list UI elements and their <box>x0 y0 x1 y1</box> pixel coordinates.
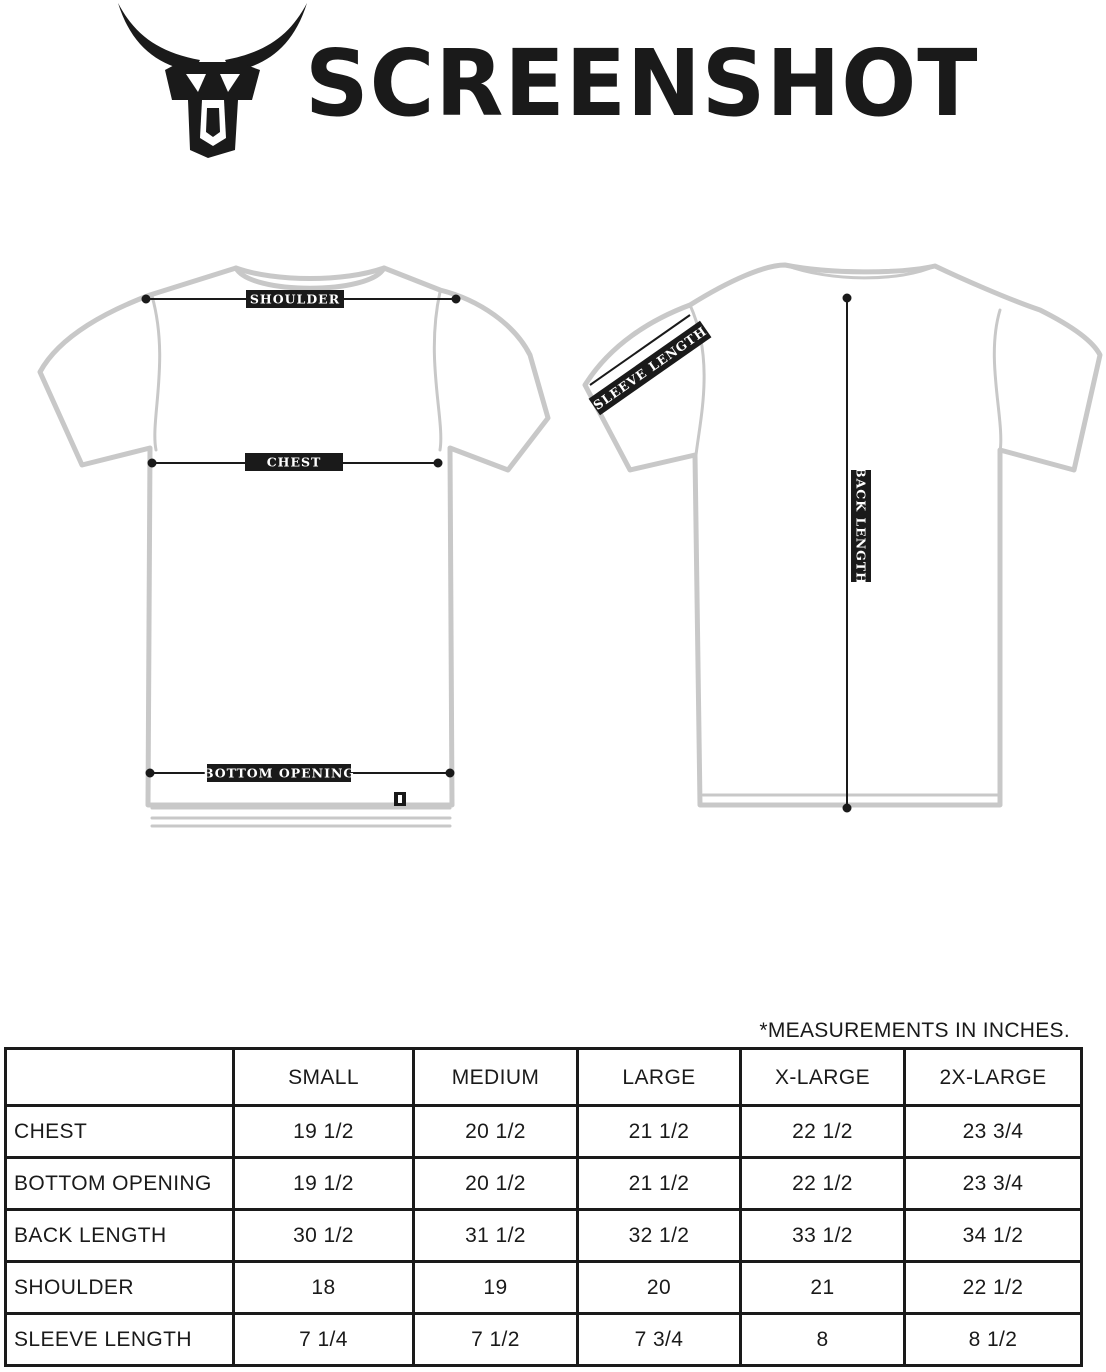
table-cell: 19 1/2 <box>234 1106 414 1158</box>
back-shirt-outline <box>585 265 1100 805</box>
table-cell: 20 <box>578 1262 741 1314</box>
svg-text:SLEEVE LENGTH: SLEEVE LENGTH <box>590 323 710 413</box>
row-label: CHEST <box>6 1106 234 1158</box>
table-cell: 32 1/2 <box>578 1210 741 1262</box>
table-cell: 30 1/2 <box>234 1210 414 1262</box>
table-cell: 23 3/4 <box>905 1158 1082 1210</box>
svg-text:BACK LENGTH: BACK LENGTH <box>853 467 869 585</box>
svg-text:CHEST: CHEST <box>266 454 322 470</box>
svg-text:SHOULDER: SHOULDER <box>249 291 341 307</box>
table-cell: 31 1/2 <box>414 1210 578 1262</box>
size-header-large: LARGE <box>578 1049 741 1106</box>
shoulder-label <box>246 290 344 308</box>
size-header-x-large: X-LARGE <box>741 1049 905 1106</box>
brand-wordmark: SCREENSHOT <box>305 30 979 137</box>
row-label: BOTTOM OPENING <box>6 1158 234 1210</box>
table-row-sleeve-length <box>6 1314 1082 1366</box>
size-header-small: SMALL <box>234 1049 414 1106</box>
row-label: SHOULDER <box>6 1262 234 1314</box>
row-label: SLEEVE LENGTH <box>6 1314 234 1366</box>
table-cell: 7 1/2 <box>414 1314 578 1366</box>
garment-tag-icon <box>394 792 406 806</box>
table-cell: 20 1/2 <box>414 1158 578 1210</box>
table-cell: 20 1/2 <box>414 1106 578 1158</box>
brand-logo <box>110 0 979 165</box>
size-chart-table <box>4 1047 1083 1367</box>
table-cell: 19 1/2 <box>234 1158 414 1210</box>
table-cell: 18 <box>234 1262 414 1314</box>
table-cell: 8 <box>741 1314 905 1366</box>
table-row-bottom-opening <box>6 1158 1082 1210</box>
table-cell: 7 3/4 <box>578 1314 741 1366</box>
bottom-opening-label <box>203 764 355 782</box>
size-header-medium: MEDIUM <box>414 1049 578 1106</box>
table-cell: 23 3/4 <box>905 1106 1082 1158</box>
bull-head-icon <box>110 0 310 165</box>
front-shirt-outline <box>40 268 548 805</box>
table-cell: 7 1/4 <box>234 1314 414 1366</box>
sleeve-length-label <box>589 321 712 415</box>
table-cell: 22 1/2 <box>905 1262 1082 1314</box>
table-cell: 19 <box>414 1262 578 1314</box>
table-row-chest <box>6 1106 1082 1158</box>
table-cell: 22 1/2 <box>741 1158 905 1210</box>
row-label: BACK LENGTH <box>6 1210 234 1262</box>
size-header-row <box>6 1049 1082 1106</box>
chest-label <box>245 453 343 471</box>
corner-cell <box>6 1049 234 1106</box>
table-cell: 21 1/2 <box>578 1106 741 1158</box>
size-header-2x-large: 2X-LARGE <box>905 1049 1082 1106</box>
table-cell: 21 <box>741 1262 905 1314</box>
table-cell: 33 1/2 <box>741 1210 905 1262</box>
table-cell: 34 1/2 <box>905 1210 1082 1262</box>
back-length-label <box>851 467 871 585</box>
table-cell: 22 1/2 <box>741 1106 905 1158</box>
table-cell: 21 1/2 <box>578 1158 741 1210</box>
table-row-shoulder <box>6 1262 1082 1314</box>
measurement-units-note: *MEASUREMENTS IN INCHES. <box>759 1019 1070 1042</box>
svg-text:BOTTOM OPENING: BOTTOM OPENING <box>202 765 356 781</box>
table-cell: 8 1/2 <box>905 1314 1082 1366</box>
tshirt-measurement-diagram <box>0 200 1106 880</box>
table-row-back-length <box>6 1210 1082 1262</box>
